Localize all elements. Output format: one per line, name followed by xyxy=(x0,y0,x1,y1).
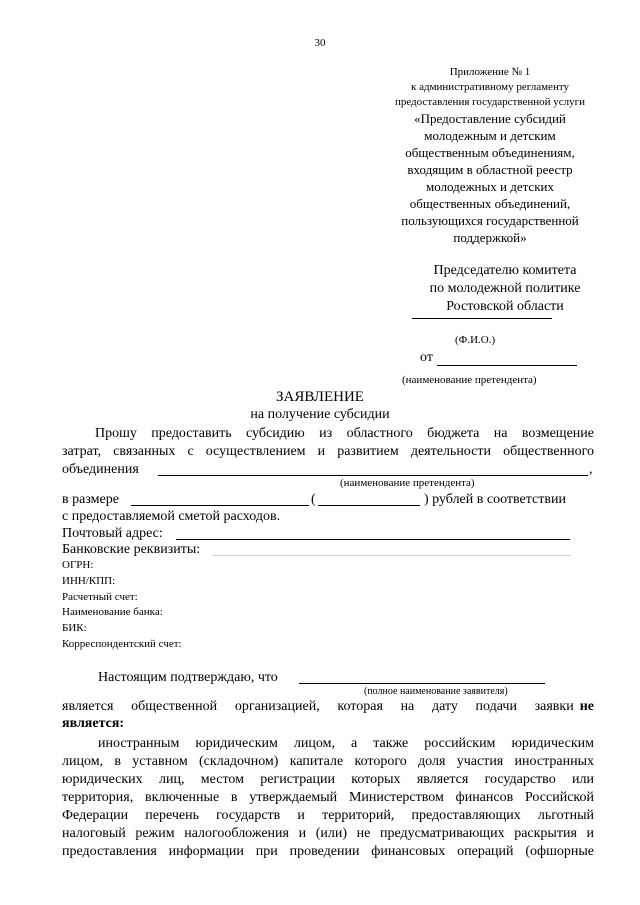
applicant-full-name-note: (полное наименование заявителя) xyxy=(364,686,508,697)
request-line-3-end: , xyxy=(589,462,593,477)
confirm-line-2-text: является общественной организацией, которая на дату подачи заявки xyxy=(62,699,574,714)
request-line-3-start: объединения xyxy=(62,462,139,477)
service-line: «Предоставление субсидий xyxy=(414,111,566,126)
service-name xyxy=(355,110,625,246)
document-subtitle: на получение субсидии xyxy=(250,407,390,422)
confirm-line-2 xyxy=(62,699,594,715)
paragraph-line: иностранным юридическим лицом, а также российским юридическим xyxy=(98,736,594,751)
applicant-label: (наименование претендента) xyxy=(402,374,537,386)
amount-paren-open: ( xyxy=(311,492,316,507)
page-number: 30 xyxy=(314,37,326,49)
corr-account-label: Корреспондентский счет: xyxy=(62,638,182,650)
inn-label: ИНН/КПП: xyxy=(62,575,116,587)
fio-label: (Ф.И.О.) xyxy=(455,334,496,346)
confirm-start: Настоящим подтверждаю, что xyxy=(98,670,278,685)
paragraph-line: территория, включенные в утверждаемый Министерством финансов Российской xyxy=(62,790,594,805)
postal-label: Почтовый адрес: xyxy=(62,526,163,541)
amount-blank xyxy=(131,505,309,506)
paragraph-line: лицом, в уставном (складочном) капитале которого доля участия иностранных xyxy=(62,754,594,769)
request-line-1: Прошу предоставить субсидию из областного бюджета на возмещение xyxy=(95,426,594,441)
amount-words-blank xyxy=(318,505,420,506)
organization-blank xyxy=(158,475,588,476)
from-blank xyxy=(437,365,577,366)
appendix-title: Приложение № 1 xyxy=(449,66,531,78)
service-line: молодежным и детским xyxy=(424,128,556,143)
addressee-line-3: Ростовской области xyxy=(446,299,564,314)
appendix-line-1: к административному регламенту xyxy=(411,81,569,93)
addressee-line-2: по молодежной политике xyxy=(429,281,581,296)
fio-blank xyxy=(412,318,552,319)
paragraph-line: Федерации перечень государств и территорий, предоставляющих льготный xyxy=(62,808,594,823)
appendix-line-2: предоставления государственной услуги xyxy=(394,96,586,108)
service-line: входящим в областной реестр xyxy=(407,162,573,177)
paragraph-line: налоговый режим налогообложения и (или) не предусматривающих раскрытия и xyxy=(62,826,594,841)
amount-end: ) рублей в соответствии xyxy=(424,492,566,507)
account-label: Расчетный счет: xyxy=(62,591,138,603)
request-line-5: с предоставляемой сметой расходов. xyxy=(62,509,281,524)
ogrn-label: ОГРН: xyxy=(62,559,94,571)
confirm-line-2-bold: не xyxy=(579,699,594,714)
document-title: ЗАЯВЛЕНИЕ xyxy=(276,389,364,405)
postal-blank xyxy=(176,539,570,540)
organization-note: (наименование претендента) xyxy=(340,477,475,489)
service-line: поддержкой» xyxy=(453,230,527,245)
service-line: молодежных и детских xyxy=(426,179,554,194)
paragraph-line: юридических лиц, местом регистрации которых является государство или xyxy=(62,772,594,787)
confirm-line-3-bold: является: xyxy=(62,716,125,731)
amount-label: в размере xyxy=(62,492,119,507)
addressee-line-1: Председателю комитета xyxy=(433,263,577,278)
bank-details-label: Банковские реквизиты: xyxy=(62,542,201,557)
service-line: общественным объединениям, xyxy=(405,145,575,160)
service-line: пользующихся государственной xyxy=(401,213,579,228)
applicant-full-name-blank xyxy=(299,683,545,684)
request-line-2: затрат, связанных с осуществлением и развитием деятельности общественного xyxy=(62,444,594,459)
from-label: от xyxy=(420,350,433,365)
bank-details-blank xyxy=(212,555,570,556)
bank-name-label: Наименование банка: xyxy=(62,606,163,618)
bik-label: БИК: xyxy=(62,622,87,634)
paragraph-line: предоставления информации при проведении финансовых операций (офшорные xyxy=(62,844,594,859)
service-line: общественных объединений, xyxy=(409,196,571,211)
